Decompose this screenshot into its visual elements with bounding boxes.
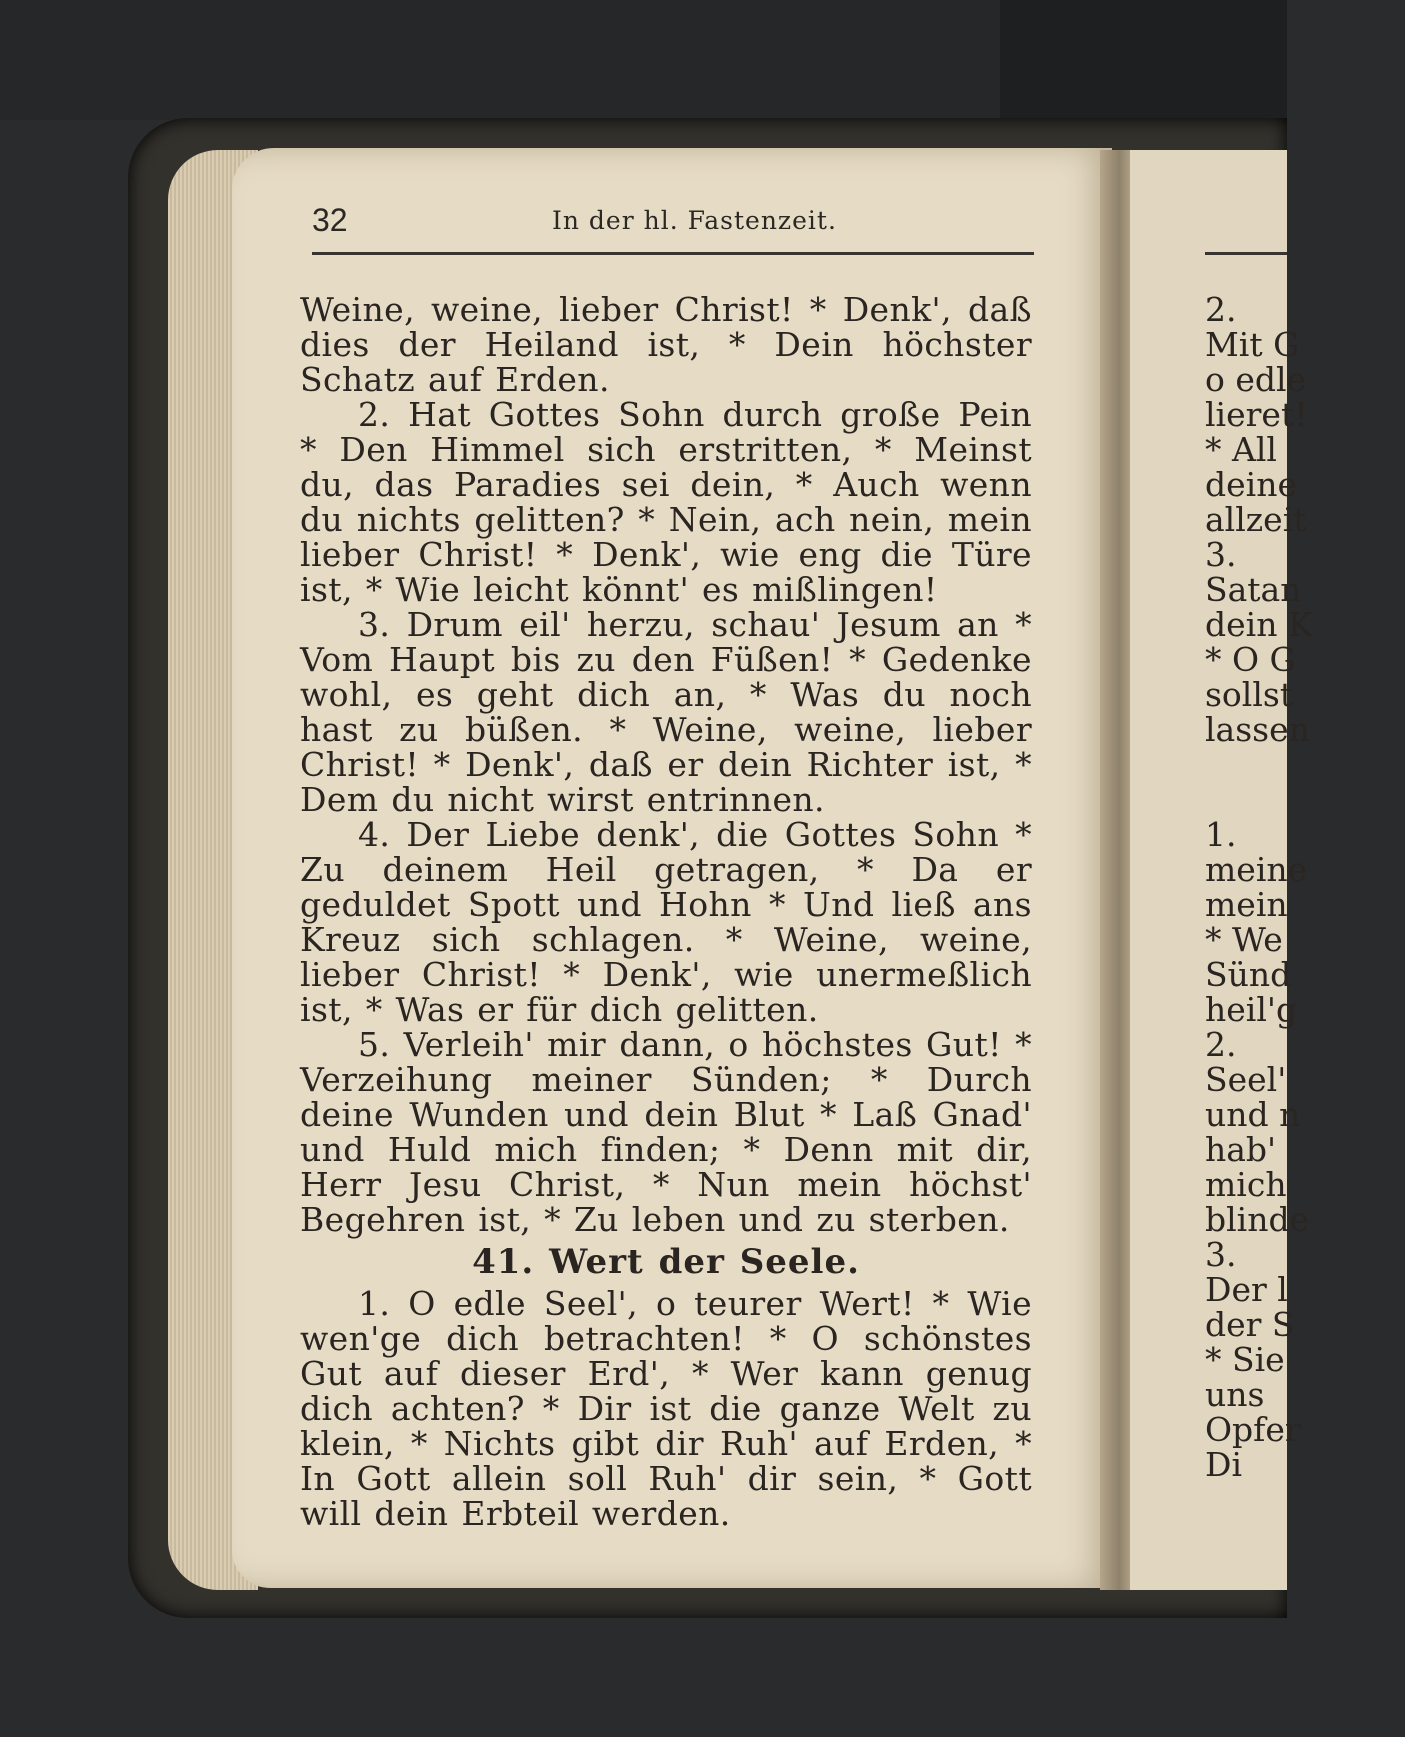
right-line: o edle — [1205, 360, 1307, 399]
running-head: In der hl. Fastenzeit. — [552, 206, 837, 235]
right-line: lassen — [1205, 710, 1310, 749]
right-line: * All — [1205, 430, 1277, 469]
right-line: heil'g — [1205, 990, 1298, 1029]
right-line: * We — [1205, 920, 1283, 959]
right-line: blinde — [1205, 1200, 1310, 1239]
right-line: 2. — [1205, 1025, 1237, 1064]
right-page-rule — [1205, 252, 1287, 255]
right-line: dein K — [1205, 605, 1313, 644]
right-line: Sünd — [1205, 955, 1292, 994]
right-page-text — [1205, 292, 1405, 1482]
right-line: 3. — [1205, 1235, 1237, 1274]
right-line: sollst — [1205, 675, 1294, 714]
verse-1-continuation: Weine, weine, lieber Christ! * Denk', daß dies der Heiland ist, * Dein höchster Schatz auf Erden. — [300, 290, 1032, 399]
right-line: meine — [1205, 850, 1308, 889]
verse-5: 5. Verleih' mir dann, o höchstes Gut! * Verzeihung meiner Sünden; * Durch deine Wunden und dein Blut * Laß Gnad' und Huld mich finden; * Denn mit dir, Herr Jesu Christ, * Nun mein höchst' Begehren ist, * Zu leben und zu sterben. — [300, 1025, 1032, 1239]
right-line: mich — [1205, 1165, 1287, 1204]
right-line: Di — [1205, 1445, 1243, 1484]
right-line — [1205, 747, 1405, 782]
right-line: * O G — [1205, 640, 1296, 679]
hymn-title: 41. Wert der Seele. — [472, 1242, 860, 1282]
right-line: 1. — [1205, 815, 1237, 854]
page-number: 32 — [312, 202, 348, 238]
right-line: mein — [1205, 885, 1288, 924]
right-line: 3. — [1205, 535, 1237, 574]
right-line: Mit G — [1205, 325, 1300, 364]
left-page-text — [300, 292, 1032, 1531]
right-line: * Sie — [1205, 1340, 1285, 1379]
header-rule — [312, 252, 1034, 255]
right-line: Der l — [1205, 1270, 1288, 1309]
right-line: 2. — [1205, 290, 1237, 329]
right-line: Seel' — [1205, 1060, 1287, 1099]
hymn-verse-1: 1. O edle Seel', o teurer Wert! * Wie wen'ge dich betrachten! * O schönstes Gut auf dieser Erd', * Wer kann genug dich achten? * Dir ist die ganze Welt zu klein, * Nichts gibt dir Ruh' auf Erden, * In Gott allein soll Ruh' dir sein, * Gott will dein Erbteil werden. — [300, 1284, 1032, 1533]
right-line: deine — [1205, 465, 1297, 504]
right-line: lieret! — [1205, 395, 1308, 434]
right-line: hab' — [1205, 1130, 1277, 1169]
right-line: allzeit — [1205, 500, 1307, 539]
verse-3: 3. Drum eil' herzu, schau' Jesum an * Vom Haupt bis zu den Füßen! * Gedenke wohl, es geht dich an, * Was du noch hast zu büßen. * Weine, weine, lieber Christ! * Denk', daß er dein Richter ist, * Dem du nicht wirst entrinnen. — [300, 605, 1032, 819]
right-line: Opfer — [1205, 1410, 1301, 1449]
right-line: Satan — [1205, 570, 1302, 609]
right-line — [1205, 782, 1405, 817]
verse-4: 4. Der Liebe denk', die Gottes Sohn * Zu deinem Heil getragen, * Da er geduldet Spott und Hohn * Und ließ ans Kreuz sich schlagen. * Weine, weine, lieber Christ! * Denk', wie unermeßlich ist, * Was er für dich gelitten. — [300, 815, 1032, 1029]
right-line: der S — [1205, 1305, 1295, 1344]
page-header — [312, 202, 1032, 242]
verse-2: 2. Hat Gottes Sohn durch große Pein * Den Himmel sich erstritten, * Meinst du, das Paradies sei dein, * Auch wenn du nichts gelitten? * Nein, ach nein, mein lieber Christ! * Denk', wie eng die Türe ist, * Wie leicht könnt' es mißlingen! — [300, 395, 1032, 609]
right-line: uns — [1205, 1375, 1265, 1414]
scan-background-corner — [1000, 0, 1287, 130]
right-line: und n — [1205, 1095, 1301, 1134]
